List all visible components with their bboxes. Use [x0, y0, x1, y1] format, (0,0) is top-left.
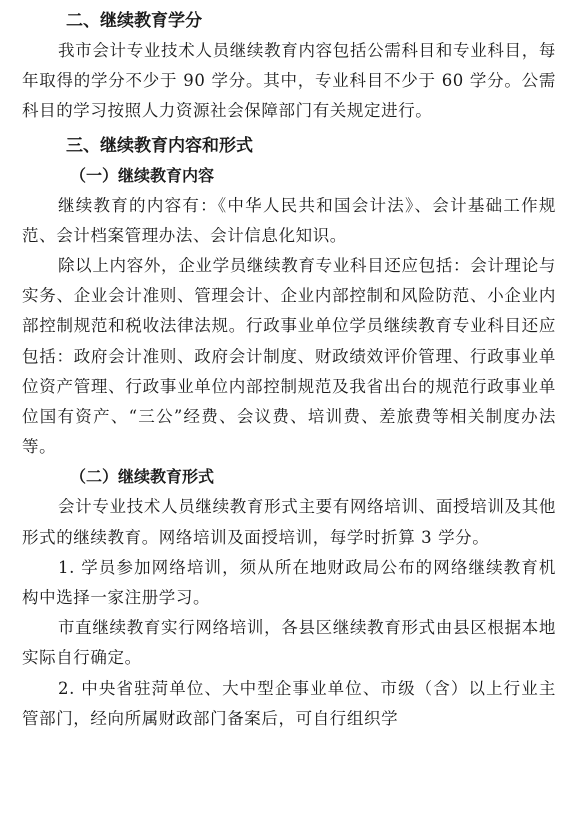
subheading-content: （一）继续教育内容: [70, 165, 215, 185]
subheading-form: （二）继续教育形式: [70, 467, 215, 487]
section-heading-content-form: 三、继续教育内容和形式: [66, 135, 253, 156]
section-heading-credits: 二、继续教育学分: [66, 11, 202, 31]
paragraph-form-3: 市直继续教育实行网络培训，各县区继续教育形式由县区根据本地实际自行确定。: [22, 618, 556, 668]
paragraph-content-1: 继续教育的内容有：《中华人民共和国会计法》、会计基础工作规范、会计档案管理办法、会计信息化知识。: [22, 195, 556, 245]
paragraph-form-2: 1. 学员参加网络培训，须从所在地财政局公布的网络继续教育机构中选择一家注册学习。: [22, 557, 556, 608]
paragraph-content-2: 除以上内容外，企业学员继续教育专业科目还应包括：会计理论与实务、企业会计准则、管理会计、企业内部控制和风险防范、小企业内部控制规范和税收法律法规。行政事业单位学员继续教育专业科目还应包括：政府会计准则、政府会计制度、财政绩效评价管理、行政事业单位资产管理、行政事业单位内部控制规范及我省出台的规范行政事业单位国有资产、“三公”经费、会议费、培训费、差旅费等相关制度办法等。: [22, 256, 556, 457]
paragraph-credits: 我市会计专业技术人员继续教育内容包括公需科目和专业科目，每年取得的学分不少于 90 学分。其中，专业科目不少于 60 学分。公需科目的学习按照人力资源社会保障部门有关规定进行。: [22, 41, 556, 121]
paragraph-form-1: 会计专业技术人员继续教育形式主要有网络培训、面授培训及其他形式的继续教育。网络培训及面授培训，每学时折算 3 学分。: [22, 497, 556, 547]
paragraph-form-4: 2. 中央省驻菏单位、大中型企事业单位、市级（含）以上行业主管部门，经向所属财政部门备案后，可自行组织学: [22, 678, 556, 728]
